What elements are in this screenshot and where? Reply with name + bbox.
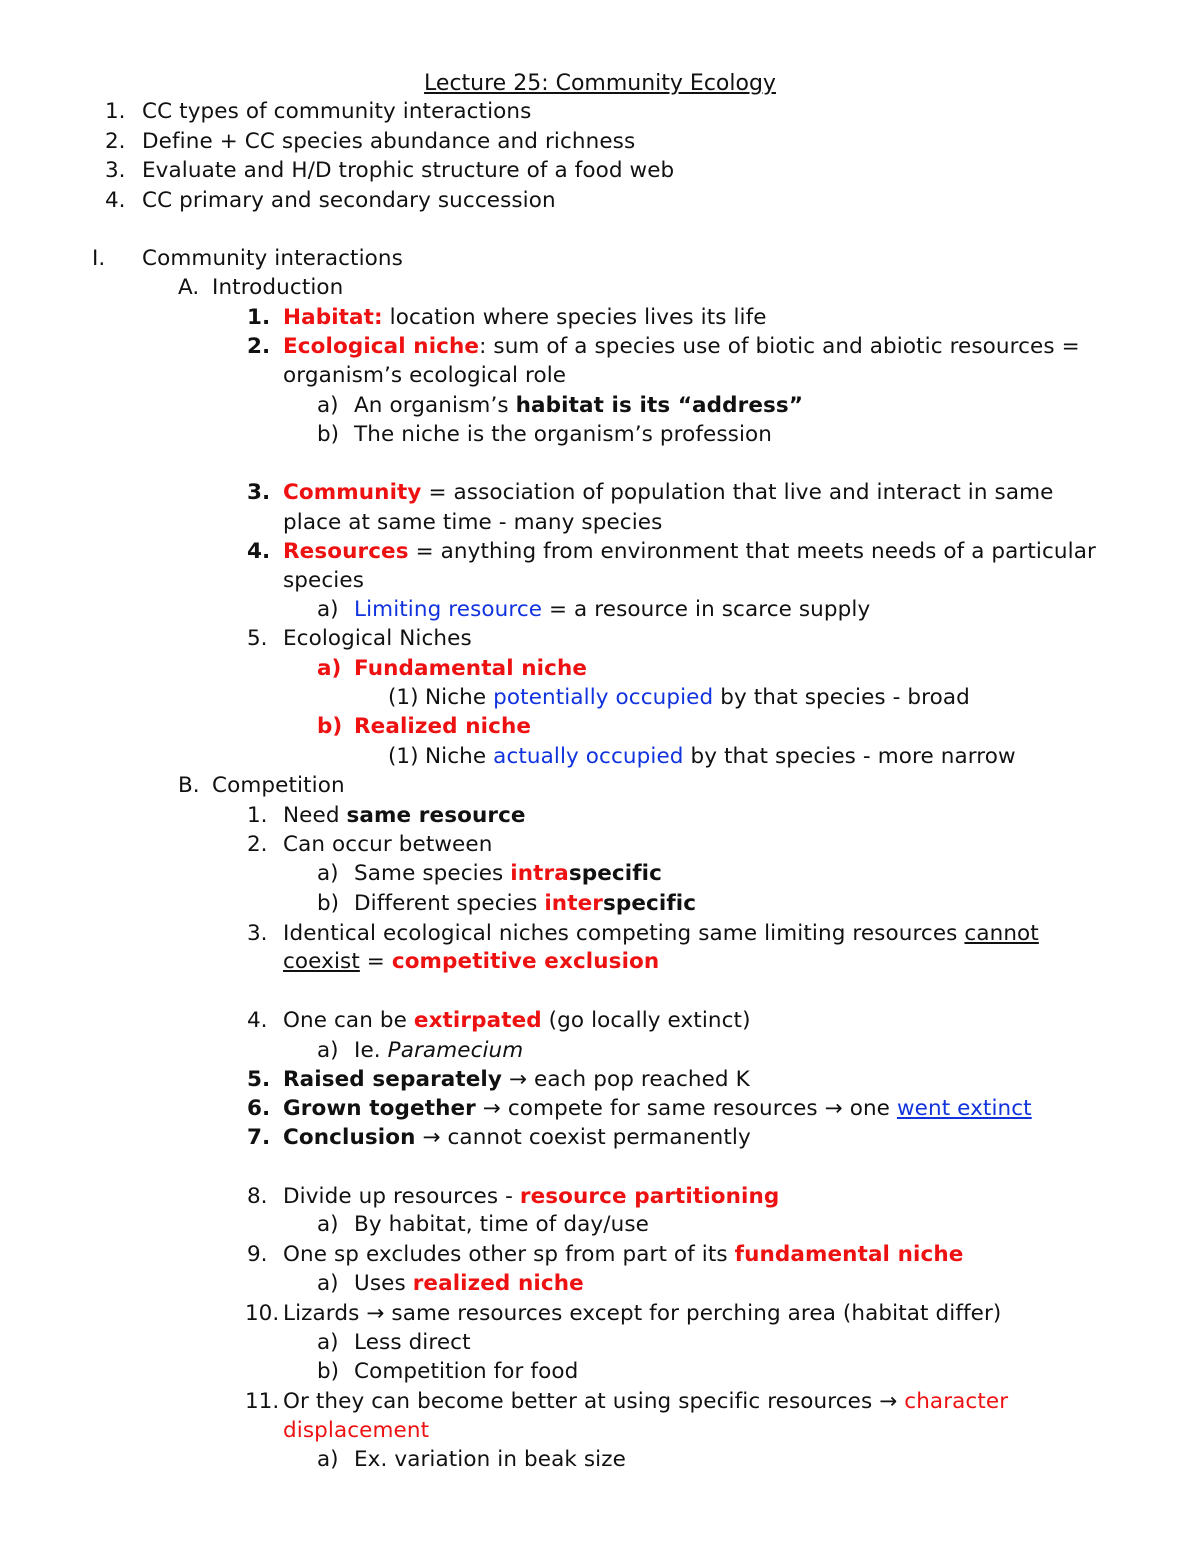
list-item: Can occur between: [283, 832, 493, 857]
red-term: extirpated: [413, 1008, 542, 1033]
definition-continuation: species: [283, 568, 364, 593]
sub-item-text: Uses: [354, 1271, 413, 1296]
sub-item-letter: a): [317, 861, 339, 886]
definition-resources: [283, 538, 1096, 566]
sub-item-letter: b): [317, 1359, 340, 1384]
went-extinct-link[interactable]: went extinct: [896, 1096, 1032, 1121]
sub-item-letter: a): [317, 1447, 339, 1472]
list-item: [283, 1388, 1008, 1416]
sub-item-letter: a): [317, 597, 339, 622]
objective-item: CC primary and secondary succession: [142, 188, 556, 213]
list-item-continuation: displacement: [283, 1418, 430, 1443]
sub-item-text: = a resource in scarce supply: [542, 597, 871, 622]
list-item: [283, 1241, 963, 1269]
bold-text: specific: [568, 861, 662, 886]
sub-sub-item-number: (1): [388, 685, 419, 710]
list-item: Lizards → same resources except for perching area (habitat differ): [283, 1301, 1002, 1326]
definition-text: : sum of a species use of biotic and abiotic resources =: [479, 334, 1080, 359]
sub-item: The niche is the organism’s profession: [354, 422, 773, 447]
list-item-text: Or they can become better at using specific resources →: [283, 1389, 905, 1414]
term: Community: [283, 480, 422, 505]
sub-item: Competition for food: [354, 1359, 579, 1384]
sub-item: [354, 392, 803, 420]
list-item-continuation: [283, 948, 659, 976]
sub-sub-item-text: by that species - broad: [713, 685, 970, 710]
sub-item: [354, 890, 696, 918]
term: Ecological niche: [283, 334, 480, 359]
item-number: 7.: [247, 1125, 271, 1150]
definition-text: = anything from environment that meets needs of a particular: [408, 539, 1096, 564]
objective-item: CC types of community interactions: [142, 99, 532, 124]
sub-item-letter: a): [317, 1212, 339, 1237]
objective-item: Define + CC species abundance and richness: [142, 129, 636, 154]
sub-item: Less direct: [354, 1330, 471, 1355]
red-term: realized niche: [412, 1271, 584, 1296]
definition-text: location where species lives its life: [382, 305, 767, 330]
item-number: 9.: [247, 1242, 268, 1267]
bold-text: same resource: [346, 803, 526, 828]
sub-item-text: An organism’s: [354, 393, 516, 418]
bold-text: Conclusion: [283, 1125, 416, 1150]
item-number: 3.: [247, 480, 271, 505]
sub-item-text: Same species: [354, 861, 511, 886]
list-item-text: (go locally extinct): [541, 1008, 751, 1033]
term-realized-niche: Realized niche: [354, 714, 532, 739]
list-item-text: → cannot coexist permanently: [415, 1125, 751, 1150]
item-number: 3.: [247, 921, 268, 946]
objective-item: Evaluate and H/D trophic structure of a food web: [142, 158, 675, 183]
red-term: intra: [510, 861, 569, 886]
item-number: 11.: [245, 1389, 280, 1414]
item-number: 1.: [247, 305, 271, 330]
sub-item-letter: a): [317, 656, 342, 681]
bold-text: specific: [602, 891, 697, 916]
item-number: 2.: [247, 832, 268, 857]
objective-number: 4.: [105, 188, 126, 213]
blue-term: potentially occupied: [493, 685, 714, 710]
bold-text: Grown together: [283, 1096, 476, 1121]
sub-item: Ex. variation in beak size: [354, 1447, 626, 1472]
sub-item: [354, 860, 662, 888]
definition-habitat: [283, 304, 767, 332]
sub-item-letter: a): [317, 1271, 339, 1296]
subsection-letter: A.: [178, 275, 200, 300]
page-title: [0, 70, 1200, 98]
underlined-text: cannot: [964, 921, 1039, 946]
sub-item-letter: a): [317, 1330, 339, 1355]
subsection-heading: Competition: [212, 773, 345, 798]
sub-item-letter: b): [317, 714, 343, 739]
sub-item: By habitat, time of day/use: [354, 1212, 649, 1237]
item-number: 4.: [247, 1008, 268, 1033]
red-term: character: [904, 1389, 1009, 1414]
red-term: competitive exclusion: [391, 949, 660, 974]
list-item-text: One sp excludes other sp from part of its: [283, 1242, 735, 1267]
list-item: [283, 1124, 751, 1152]
definition-continuation: place at same time - many species: [283, 510, 663, 535]
objective-number: 3.: [105, 158, 126, 183]
definition-continuation: organism’s ecological role: [283, 363, 567, 388]
sub-sub-item: [425, 743, 1016, 771]
item-number: 5.: [247, 626, 268, 651]
item-number: 1.: [247, 803, 268, 828]
blue-term: Limiting resource: [354, 597, 543, 622]
sub-sub-item: [425, 684, 970, 712]
sub-sub-item-text: Niche: [425, 685, 494, 710]
sub-sub-item-text: Niche: [425, 744, 494, 769]
section-number: I.: [92, 246, 106, 271]
sub-item: [354, 1037, 523, 1065]
blue-term: actually occupied: [493, 744, 684, 769]
term: Habitat:: [283, 305, 383, 330]
list-item-text: Divide up resources -: [283, 1184, 520, 1209]
list-item: [283, 1095, 1032, 1123]
sub-sub-item-text: by that species - more narrow: [683, 744, 1016, 769]
definition-ecological-niche: [283, 333, 1080, 361]
term: Resources: [283, 539, 409, 564]
list-item-text: Identical ecological niches competing same limiting resources: [283, 921, 965, 946]
section-heading: Community interactions: [142, 246, 403, 271]
list-item: Ecological Niches: [283, 626, 472, 651]
sub-item-letter: b): [317, 891, 340, 916]
underlined-text: coexist: [283, 949, 360, 974]
sub-item-text: Ie.: [354, 1038, 388, 1063]
subsection-letter: B.: [178, 773, 200, 798]
item-number: 6.: [247, 1096, 271, 1121]
red-term: fundamental niche: [734, 1242, 964, 1267]
bold-text: habitat is its “address”: [515, 393, 804, 418]
list-item-text: =: [359, 949, 392, 974]
list-item-text: One can be: [283, 1008, 414, 1033]
item-number: 4.: [247, 539, 271, 564]
definition-community: [283, 479, 1053, 507]
list-item: [283, 802, 526, 830]
sub-item-letter: a): [317, 1038, 339, 1063]
red-term: inter: [544, 891, 603, 916]
list-item: [283, 1183, 779, 1211]
sub-item: [354, 596, 870, 624]
sub-item-text: Different species: [354, 891, 545, 916]
definition-text: = association of population that live and interact in same: [421, 480, 1054, 505]
item-number: 10.: [245, 1301, 280, 1326]
term-fundamental-niche: Fundamental niche: [354, 656, 588, 681]
list-item-text: → each pop reached K: [502, 1067, 750, 1092]
red-term: resource partitioning: [519, 1184, 780, 1209]
list-item: [283, 1066, 750, 1094]
subsection-heading: Introduction: [212, 275, 344, 300]
sub-item-letter: a): [317, 393, 339, 418]
item-number: 2.: [247, 334, 271, 359]
sub-item-letter: b): [317, 422, 340, 447]
list-item: [283, 1007, 751, 1035]
objective-number: 2.: [105, 129, 126, 154]
title-text: Lecture 25: Community Ecology: [424, 71, 776, 96]
sub-item: [354, 1270, 584, 1298]
italic-text: Paramecium: [387, 1038, 524, 1063]
objective-number: 1.: [105, 99, 126, 124]
list-item-text: Need: [283, 803, 347, 828]
item-number: 8.: [247, 1184, 268, 1209]
bold-text: Raised separately: [283, 1067, 503, 1092]
list-item-text: → compete for same resources → one: [475, 1096, 897, 1121]
list-item: [283, 920, 1039, 948]
item-number: 5.: [247, 1067, 271, 1092]
sub-sub-item-number: (1): [388, 744, 419, 769]
